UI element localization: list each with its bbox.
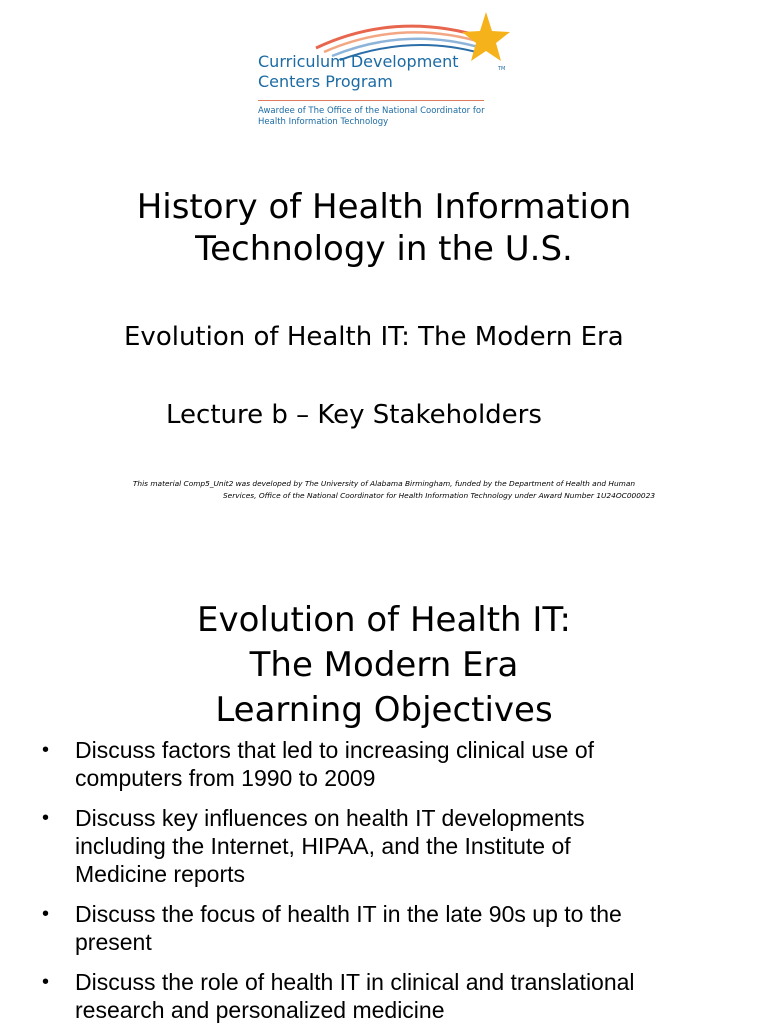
bullet-line: computers from 1990 to 2009 <box>75 765 376 791</box>
credit-line-1: This material Comp5_Unit2 was developed by The University of Alabama Birmingham, funded by the Department of Health and Human <box>132 479 636 488</box>
credit-line-2: Services, Office of the National Coordinator for Health Information Technology under Award Number 1U24OC000023 <box>222 491 656 500</box>
bullet-line: including the Internet, HIPAA, and the Institute of <box>75 833 571 859</box>
lecture-title: Lecture b – Key Stakeholders <box>166 400 542 430</box>
logo-line-2: Centers Program <box>258 72 393 91</box>
bullet-line: Discuss factors that led to increasing clinical use of <box>75 737 595 763</box>
bullet-line: Discuss the focus of health IT in the late 90s up to the <box>75 901 622 927</box>
bullet-line: research and personalized medicine <box>75 997 445 1023</box>
objectives-title <box>0 598 768 733</box>
logo-title <box>258 52 459 92</box>
logo-tagline <box>258 106 485 128</box>
bullet-icon: • <box>42 739 50 761</box>
slide-title <box>0 186 768 270</box>
bullet-line: Discuss key influences on health IT developments <box>75 805 585 831</box>
cdcp-logo <box>246 10 524 150</box>
slide-subtitle: Evolution of Health IT: The Modern Era <box>124 322 624 352</box>
objectives-title-line-1: Evolution of Health IT: <box>197 600 571 640</box>
objectives-list <box>42 736 742 1036</box>
credit-notice <box>0 478 768 502</box>
list-item <box>42 968 742 1024</box>
list-item <box>42 736 742 792</box>
logo-line-1: Curriculum Development <box>258 52 459 71</box>
logo-divider <box>258 100 484 101</box>
logo-trademark: TM <box>498 66 506 72</box>
objectives-slide <box>0 540 768 1024</box>
bullet-line: present <box>75 929 152 955</box>
objectives-title-line-2: The Modern Era <box>249 645 519 685</box>
bullet-line: Medicine reports <box>75 861 246 887</box>
bullet-line: Discuss the role of health IT in clinical and translational <box>75 969 635 995</box>
bullet-icon: • <box>42 807 50 829</box>
bullet-icon: • <box>42 971 50 993</box>
slide-title-line-1: History of Health Information <box>136 187 632 227</box>
slide-title-line-2: Technology in the U.S. <box>195 229 573 269</box>
objectives-title-line-3: Learning Objectives <box>215 690 553 730</box>
list-item <box>42 804 742 888</box>
logo-tagline-1: Awardee of The Office of the National Coordinator for <box>258 106 485 116</box>
list-item <box>42 900 742 956</box>
star-icon <box>462 12 510 61</box>
logo-tagline-2: Health Information Technology <box>258 117 389 127</box>
bullet-icon: • <box>42 903 50 925</box>
